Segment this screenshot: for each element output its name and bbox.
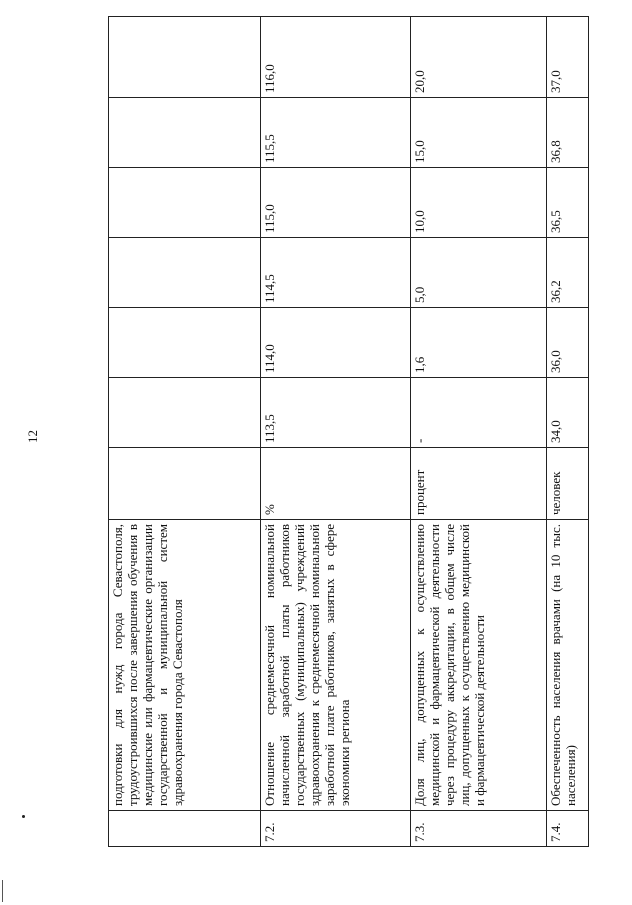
- indicator-name: Отношение среднемесячной номинальной начисленной заработной платы работников государственных (муниципальных) учреждений здравоохранения к среднемесячной номинальной заработной плате работников, занятых в сфере экономики региона: [261, 520, 411, 811]
- value-cell: 36,0: [547, 308, 589, 378]
- value-cell: [109, 98, 261, 168]
- scan-dot: [22, 815, 25, 818]
- value-cell: 10,0: [411, 168, 547, 238]
- unit-cell: %: [261, 448, 411, 520]
- value-cell: 116,0: [261, 17, 411, 98]
- value-cell: [109, 17, 261, 98]
- value-cell: -: [411, 378, 547, 448]
- row-number: [109, 811, 261, 847]
- unit-cell: процент: [411, 448, 547, 520]
- value-cell: 114,0: [261, 308, 411, 378]
- scan-edge-mark: [2, 880, 3, 902]
- value-cell: [109, 168, 261, 238]
- value-cell: 36,5: [547, 168, 589, 238]
- indicator-name: Обеспеченность населения врачами (на 10 тыс. населения): [547, 520, 589, 811]
- row-number: 7.2.: [261, 811, 411, 847]
- value-cell: [109, 308, 261, 378]
- value-cell: 113,5: [261, 378, 411, 448]
- value-cell: 1,6: [411, 308, 547, 378]
- indicator-name: Доля лиц, допущенных к осуществлению медицинской и фармацевтической деятельности через процедуру аккредитации, в общем числе лиц, допущенных к осуществлению медицинской и фармацевтической деятельности: [411, 520, 547, 811]
- indicator-table: [108, 16, 589, 847]
- value-cell: 36,2: [547, 238, 589, 308]
- value-cell: 15,0: [411, 98, 547, 168]
- value-cell: [109, 238, 261, 308]
- value-cell: 115,5: [261, 98, 411, 168]
- indicator-name: подготовки для нужд города Севастополя, трудоустроившихся после завершения обучения в медицинские или фармацевтические организации государственной и муниципальной систем здравоохранения города Севастополя: [109, 520, 261, 811]
- table-row: [261, 17, 411, 847]
- table-row: [547, 17, 589, 847]
- value-cell: 36,8: [547, 98, 589, 168]
- row-number: 7.4.: [547, 811, 589, 847]
- page-number: 12: [25, 430, 40, 443]
- value-cell: 115,0: [261, 168, 411, 238]
- value-cell: 20,0: [411, 17, 547, 98]
- indicator-table-rotated: [108, 64, 588, 847]
- value-cell: 114,5: [261, 238, 411, 308]
- value-cell: [109, 378, 261, 448]
- table-row: [109, 17, 261, 847]
- value-cell: 5,0: [411, 238, 547, 308]
- row-number: 7.3.: [411, 811, 547, 847]
- value-cell: 37,0: [547, 17, 589, 98]
- unit-cell: [109, 448, 261, 520]
- value-cell: 34,0: [547, 378, 589, 448]
- unit-cell: человек: [547, 448, 589, 520]
- table-row: [411, 17, 547, 847]
